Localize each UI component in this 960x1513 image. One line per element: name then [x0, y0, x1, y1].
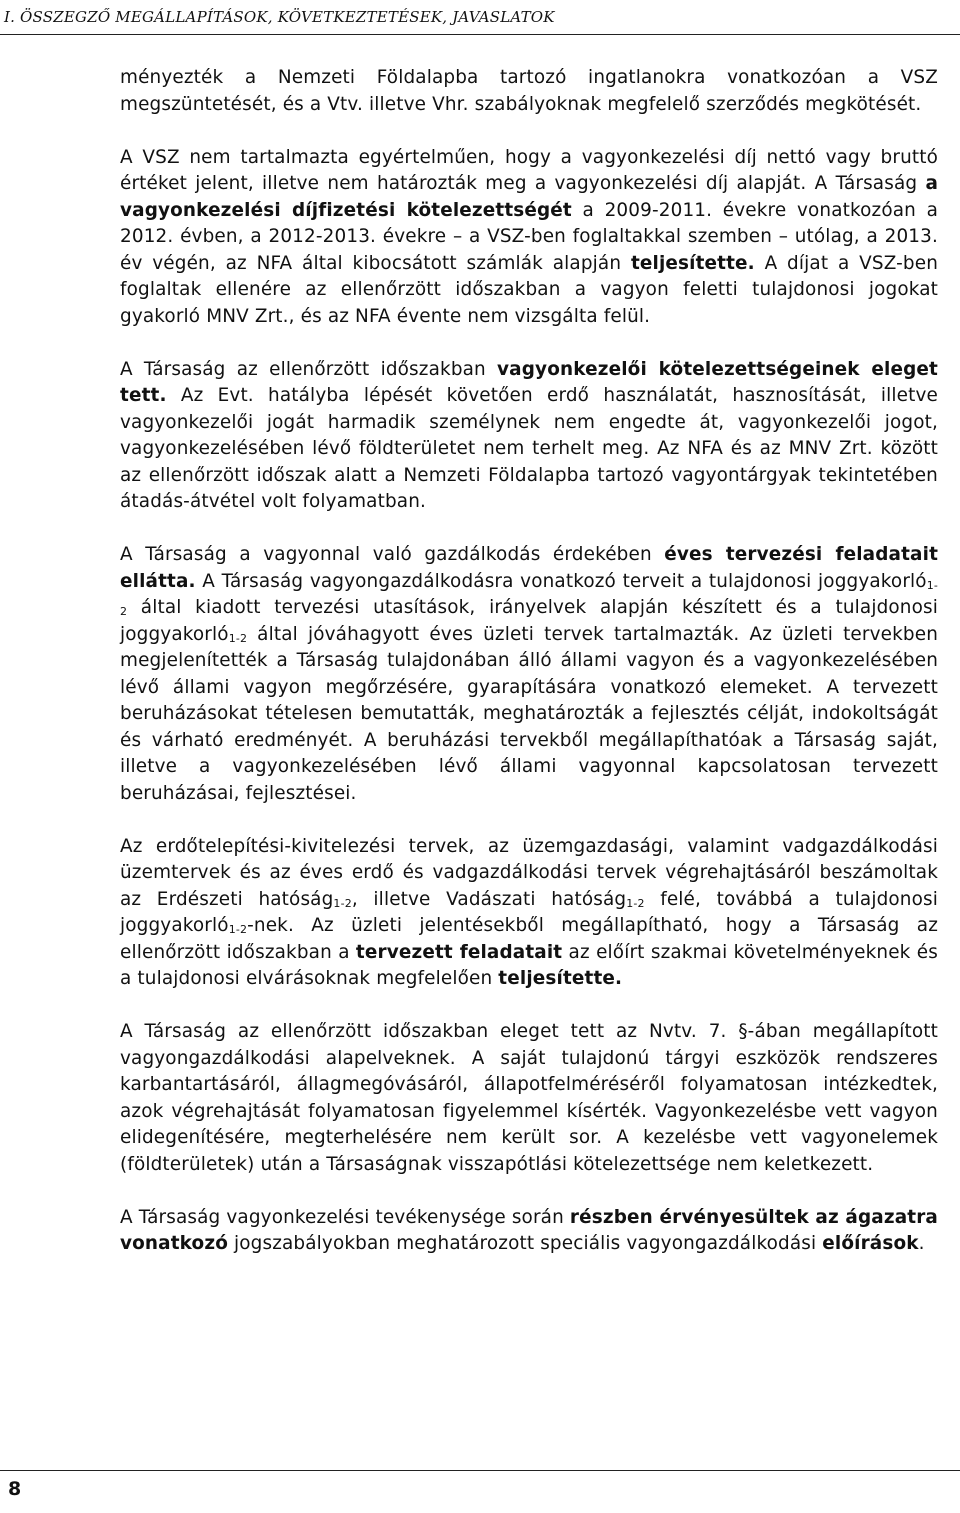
paragraph-2-bold-a: a vagyonkezelési díjfizetési kötelezettségét: [120, 173, 938, 221]
paragraph-2-text-b: a 2009-2011. évekre vonatkozóan a 2012. évben, a 2012-2013. évekre – a VSZ-ben foglaltakkal szemben – utólag, a 2013. év végén, az NFA által kibocsátott számlák alapján: [120, 199, 939, 274]
paragraph-5-text-c: felé, továbbá a tulajdonosi joggyakorló: [120, 888, 938, 936]
paragraph-3-text-a: A Társaság az ellenőrzött időszakban: [120, 358, 498, 380]
paragraph-2-bold-b: teljesítette.: [630, 252, 755, 274]
paragraph-7-bold-b: előírások: [822, 1233, 919, 1254]
paragraph-4-subscript-b: 1-2: [228, 631, 248, 645]
paragraph-3-text-b: Az Evt. hatályba lépését követően erdő használatát, hasznosítását, illetve vagyonkezelői jogát harmadik személynek nem engedte át, vagyonkezelői jogot, vagyonkezelésében lévő földterületet nem terhelt meg. Az NFA és az MNV Zrt. között az ellenőrzött időszak alatt a Nemzeti Földalapba tartozó vagyontárgyak tekintetében átadás-átvétel volt folyamatban.: [120, 385, 938, 512]
paragraph-7: [120, 1205, 938, 1258]
paragraph-6: [120, 1019, 938, 1178]
paragraph-4-text-d: által jóváhagyott éves üzleti tervek tartalmazták. Az üzleti tervekben megjelenítették a Társaság tulajdonában álló állami vagyon és a vagyonkezelésében lévő állami vagyon megőrzésére, gyarapítására vonatkozó elemeket. A tervezett beruházásokat tételesen bemutatták, meghatározták a fejlesztés célját, indokoltságát és várható eredményét. A beruházási tervekből megállapíthatóak a Társaság saját, illetve a vagyonkezelésében lévő állami vagyonnal kapcsolatosan tervezett beruházásai, fejlesztései.: [120, 623, 938, 804]
paragraph-5-bold-a: tervezett feladatait: [355, 941, 563, 963]
footer-divider: [0, 1470, 960, 1471]
running-header: [0, 4, 960, 35]
paragraph-3: [120, 357, 938, 516]
paragraph-2-text-c: A díjat a VSZ-ben foglaltak ellenére az ellenőrzött időszakban a vagyon feletti tulajdonosi jogokat gyakorló MNV Zrt., és az NFA évente nem vizsgálta felül.: [120, 252, 938, 327]
paragraph-2: [120, 145, 938, 331]
paragraph-5-text-e: az előírt szakmai követelményeknek és a tulajdonosi elvárásoknak megfelelően: [120, 941, 938, 989]
paragraph-4-text-b: A Társaság vagyongazdálkodásra vonatkozó terveit a tulajdonosi joggyakorló: [195, 570, 927, 592]
paragraph-1: [120, 65, 938, 118]
paragraph-5-text-a: Az erdőtelepítési-kivitelezési tervek, az üzemgazdasági, valamint vadgazdálkodási üzemtervek és az éves erdő és vadgazdálkodási tervek végrehajtásáról beszámoltak az Erdészeti hatóság: [120, 835, 938, 910]
paragraph-5-subscript-c: 1-2: [228, 923, 248, 936]
paragraph-5: [120, 834, 938, 993]
body-text: [120, 65, 938, 1284]
page-number: 8: [8, 1478, 22, 1500]
paragraph-1-text: ményezték a Nemzeti Földalapba tartozó ingatlanokra vonatkozóan a VSZ megszüntetését, és a Vtv. illetve Vhr. szabályoknak megfelelő szerződés megkötését.: [120, 67, 938, 115]
paragraph-6-text: A Társaság az ellenőrzött időszakban eleget tett az Nvtv. 7. §-ában megállapított vagyongazdálkodási alapelveknek. A saját tulajdonú tárgyi eszközök rendszeres karbantartásáról, állagmegóvásáról, állapotfelméréséről folyamatosan intézkedtek, azok végrehajtását folyamatosan figyelemmel kísérték. Vagyonkezelésbe vett vagyon elidegenítésére, megterhelésére nem került sor. A kezelésbe vett vagyonelemek (földterületek) után a Társaságnak visszapótlási kötelezettsége nem keletkezett.: [120, 1021, 938, 1175]
paragraph-7-text-b: jogszabályokban meghatározott speciális vagyongazdálkodási: [227, 1233, 823, 1254]
paragraph-7-text-c: .: [918, 1233, 925, 1254]
paragraph-2-text-a: A VSZ nem tartalmazta egyértelműen, hogy a vagyonkezelési díj nettó vagy bruttó értéket jelent, illetve nem határozták meg a vagyonkezelési díj alapját. A Társaság: [120, 146, 938, 194]
paragraph-4-subscript-a: 1-2: [120, 578, 938, 618]
paragraph-4-text-c: által kiadott tervezési utasítások, irányelvek alapján készített és a tulajdonosi joggyakorló: [120, 597, 938, 645]
paragraph-4-bold: éves tervezési feladatait ellátta.: [120, 544, 939, 592]
paragraph-5-text-b: , illetve Vadászati hatóság: [351, 888, 627, 910]
paragraph-7-bold-a: részben érvényesültek az ágazatra vonatkozó: [120, 1206, 938, 1254]
paragraph-5-bold-b: teljesítette.: [498, 968, 623, 989]
paragraph-5-text-d: -nek. Az üzleti jelentésekből megállapítható, hogy a Társaság az ellenőrzött időszakban a: [120, 915, 938, 963]
running-header-title: I. ÖSSZEGZŐ MEGÁLLAPÍTÁSOK, KÖVETKEZTETÉSEK, JAVASLATOK: [4, 8, 555, 26]
paragraph-4-text-a: A Társaság a vagyonnal való gazdálkodás érdekében: [120, 544, 665, 565]
paragraph-7-text-a: A Társaság vagyonkezelési tevékenysége során: [120, 1206, 570, 1228]
paragraph-4: [120, 542, 938, 807]
paragraph-5-subscript-a: 1-2: [333, 896, 352, 910]
paragraph-5-subscript-b: 1-2: [626, 896, 645, 910]
paragraph-3-bold: vagyonkezelői kötelezettségeinek eleget tett.: [120, 358, 938, 406]
